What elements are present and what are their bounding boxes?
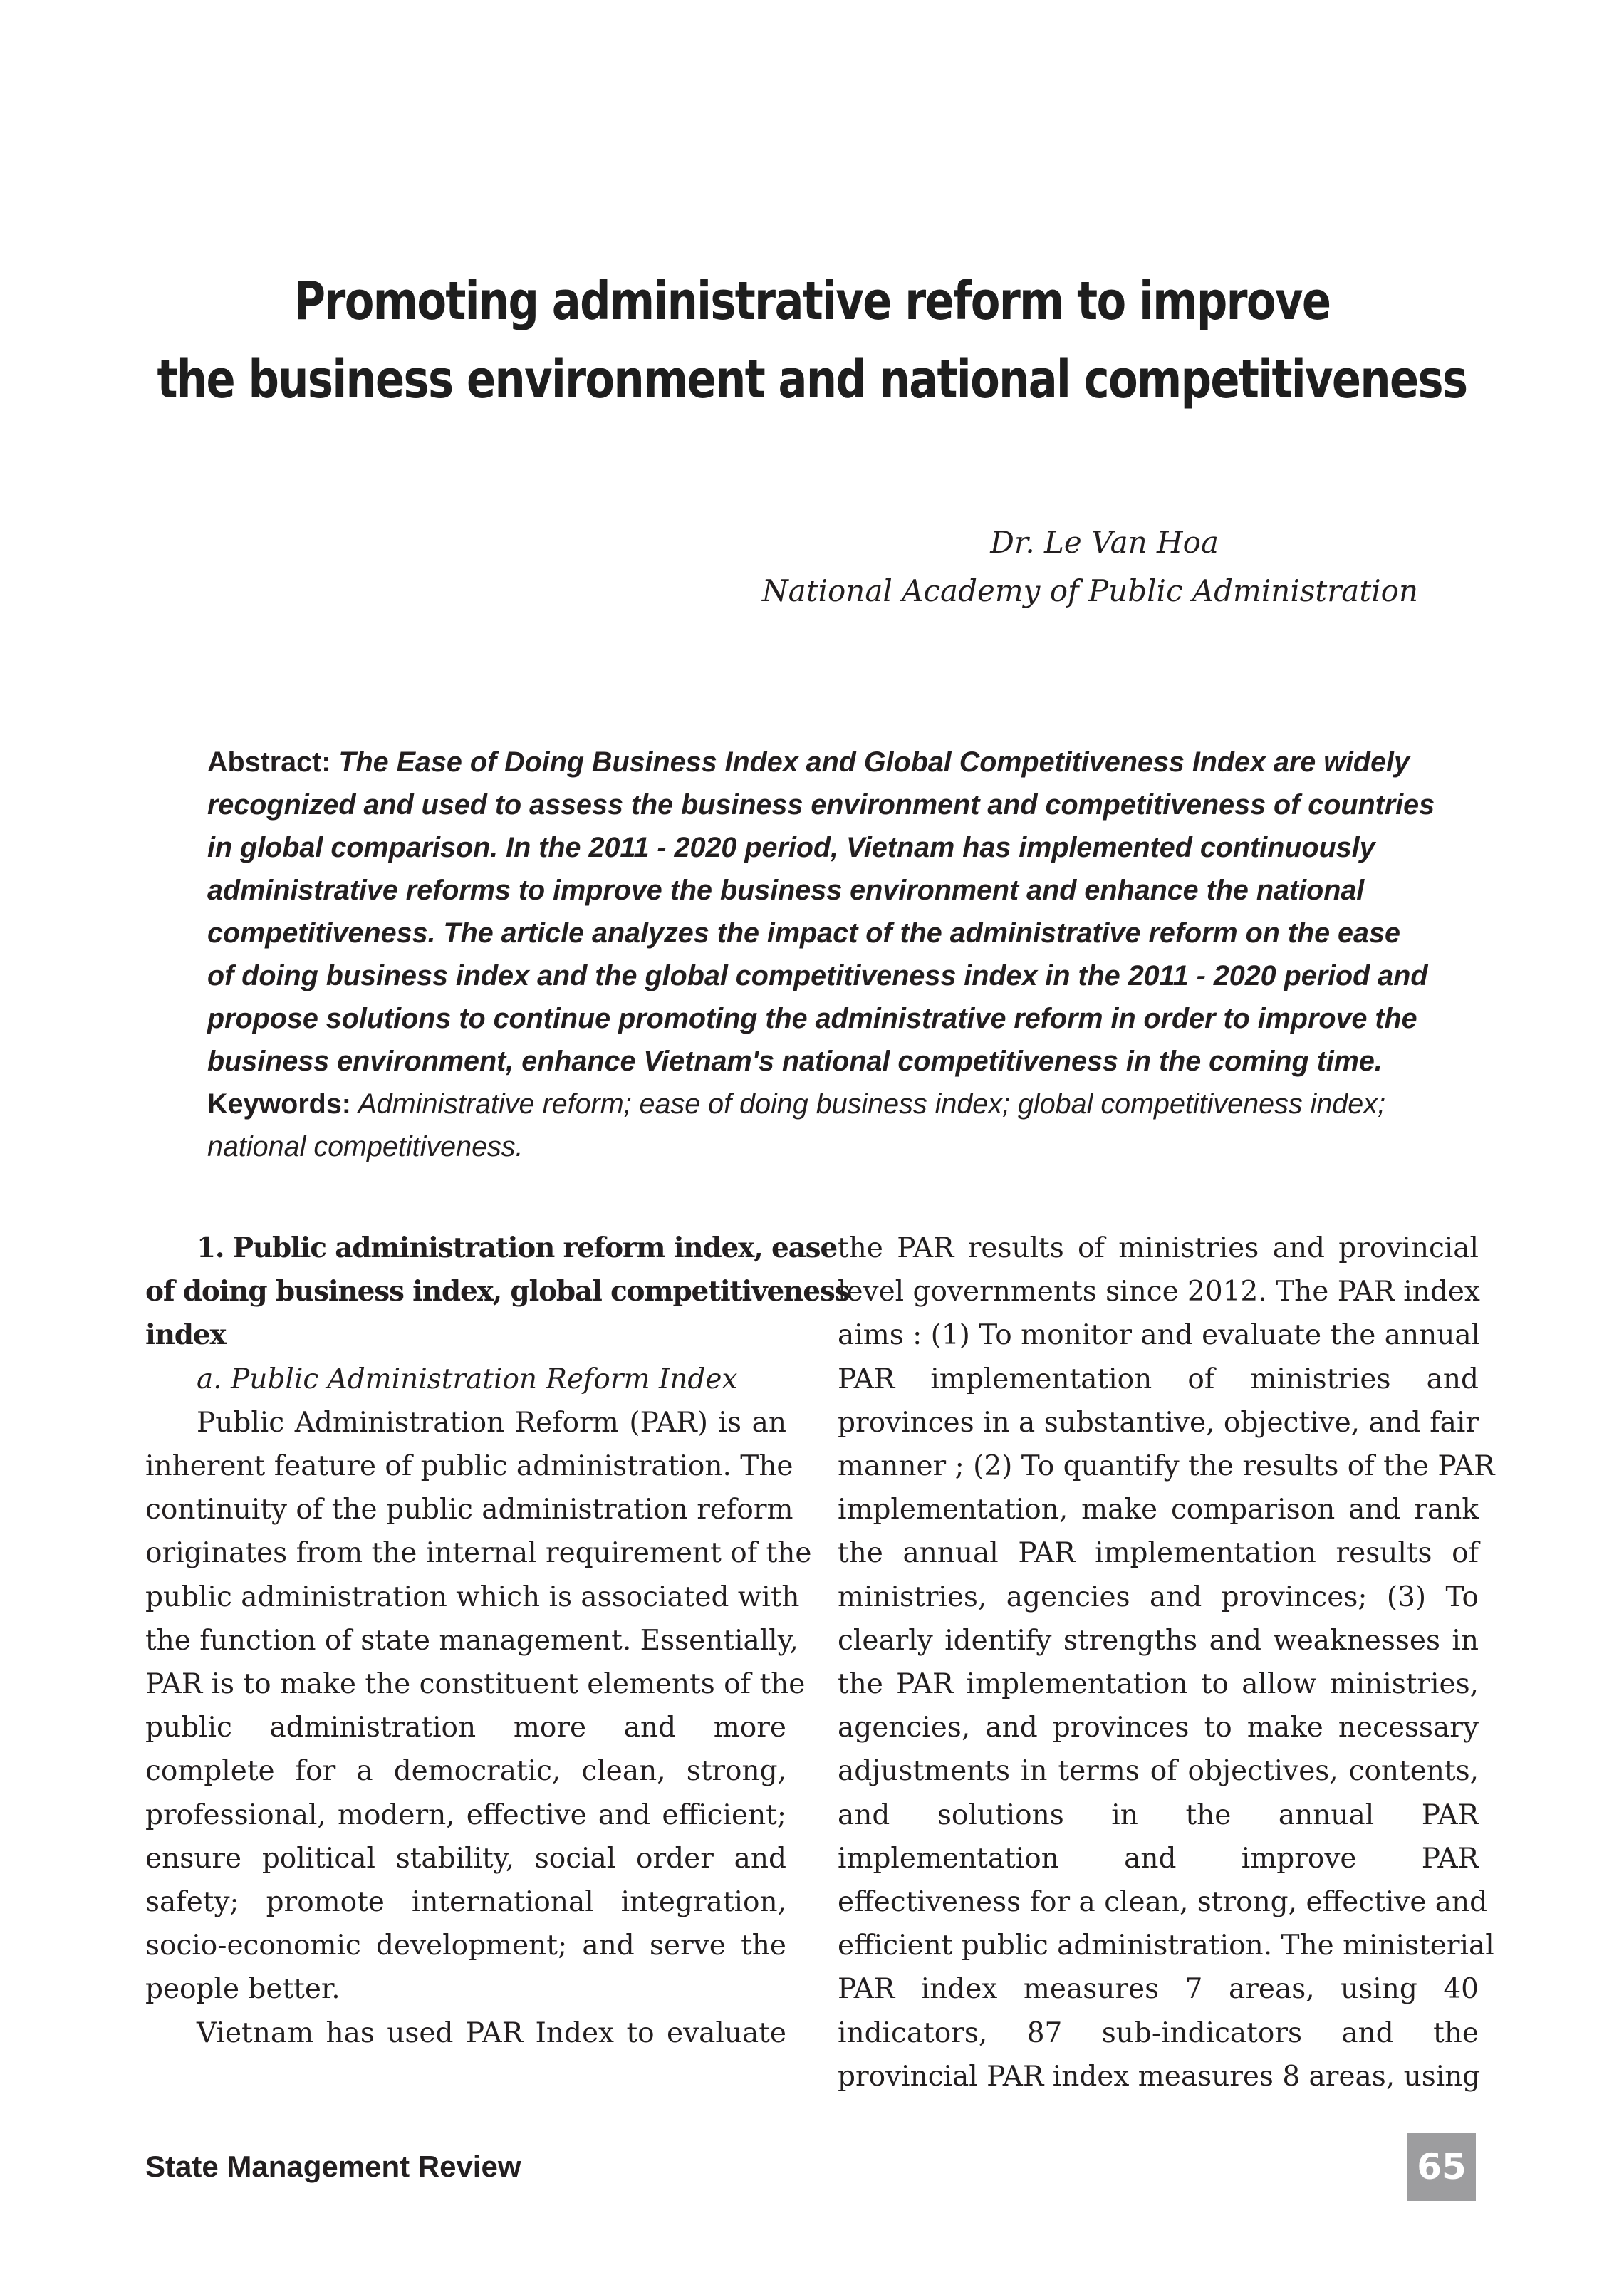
body-line: provinces in a substantive, objective, and fair xyxy=(838,1406,1479,1439)
section-heading-line: of doing business index, global competitiveness xyxy=(145,1275,850,1308)
body-line: safety; promote international integration, xyxy=(145,1886,786,1919)
body-line: PAR is to make the constituent elements of the xyxy=(145,1668,806,1701)
body-line: ministries, agencies and provinces; (3) To xyxy=(838,1581,1479,1613)
body-line: inherent feature of public administration. The xyxy=(145,1450,793,1483)
body-line: agencies, and provinces to make necessary xyxy=(838,1712,1479,1744)
section-heading-line: 1. Public administration reform index, ease xyxy=(197,1232,838,1264)
body-line: and solutions in the annual PAR xyxy=(838,1799,1479,1831)
body-line: aims : (1) To monitor and evaluate the annual xyxy=(838,1319,1481,1352)
body-line: public administration more and more xyxy=(145,1712,786,1744)
body-line: effectiveness for a clean, strong, effective and xyxy=(838,1886,1488,1919)
section-heading-line: index xyxy=(145,1318,226,1352)
page-number: 65 xyxy=(1407,2133,1476,2201)
body-line: clearly identify strengths and weaknesses in xyxy=(838,1624,1479,1657)
abstract-line: competitiveness. The article analyzes the impact of the administrative reform on the ease xyxy=(207,917,1400,949)
keywords xyxy=(207,1083,1417,1168)
right-column xyxy=(838,1227,1495,2098)
abstract-line: business environment, enhance Vietnam's national competitiveness in the coming time. xyxy=(207,1046,1383,1077)
body-line: complete for a democratic, clean, strong, xyxy=(145,1755,786,1788)
abstract-line: of doing business index and the global competitiveness index in the 2011 - 2020 period and xyxy=(207,960,1428,991)
body-line: PAR implementation of ministries and xyxy=(838,1363,1479,1395)
left-column xyxy=(145,1227,850,2055)
body-line: the PAR implementation to allow ministries, xyxy=(838,1668,1479,1701)
keywords-line: national competitiveness. xyxy=(207,1131,524,1162)
body-line: the function of state management. Essentially, xyxy=(145,1624,798,1657)
author-affiliation: National Academy of Public Administration xyxy=(761,573,1418,608)
body-line: the annual PAR implementation results of xyxy=(838,1537,1479,1570)
body-line: originates from the internal requirement of the xyxy=(145,1537,812,1570)
body-line: the PAR results of ministries and provincial xyxy=(838,1232,1479,1264)
author-name: Dr. Le Van Hoa xyxy=(990,525,1219,560)
title-line-2: the business environment and national competitiveness xyxy=(157,349,1467,410)
keywords-label: Keywords: xyxy=(207,1088,351,1120)
title-line-1: Promoting administrative reform to improve xyxy=(293,271,1331,332)
body-line: efficient public administration. The ministerial xyxy=(838,1930,1494,1962)
abstract-line: Abstract: The Ease of Doing Business Index and Global Competitiveness Index are widely xyxy=(207,746,1410,778)
body-line: provincial PAR index measures 8 areas, using xyxy=(838,2060,1481,2093)
body-line: manner ; (2) To quantify the results of the PAR xyxy=(838,1450,1495,1483)
abstract-line: recognized and used to assess the business environment and competitiveness of countries xyxy=(207,789,1435,821)
body-line: ensure political stability, social order and xyxy=(145,1842,786,1875)
body-line: socio-economic development; and serve the xyxy=(145,1930,786,1962)
author-block xyxy=(762,519,1418,615)
body-line: implementation, make comparison and rank xyxy=(838,1494,1479,1526)
body-line: continuity of the public administration reform xyxy=(145,1494,793,1526)
subsection-heading: a. Public Administration Reform Index xyxy=(197,1363,738,1395)
body-line: public administration which is associated with xyxy=(145,1581,800,1613)
body-line: Vietnam has used PAR Index to evaluate xyxy=(197,2016,786,2049)
body-line: implementation and improve PAR xyxy=(838,1842,1479,1875)
body-line: adjustments in terms of objectives, contents, xyxy=(838,1755,1479,1788)
abstract-line: propose solutions to continue promoting the administrative reform in order to improve the xyxy=(207,1003,1417,1034)
journal-name: State Management Review xyxy=(145,2150,521,2183)
body-line: professional, modern, effective and efficient; xyxy=(145,1799,786,1831)
abstract xyxy=(207,741,1435,1168)
abstract-line: administrative reforms to improve the business environment and enhance the national xyxy=(207,875,1365,906)
body-line: indicators, 87 sub-indicators and the xyxy=(838,2016,1479,2049)
abstract-line: in global comparison. In the 2011 - 2020 period, Vietnam has implemented continuously xyxy=(207,832,1375,863)
abstract-label: Abstract: xyxy=(207,746,331,778)
body-line: Public Administration Reform (PAR) is an xyxy=(197,1406,786,1439)
body-line: people better. xyxy=(145,1973,340,2006)
keywords-line: Keywords: Administrative reform; ease of doing business index; global competitiveness index; xyxy=(207,1088,1385,1120)
article-title xyxy=(146,262,1478,419)
body-line: PAR index measures 7 areas, using 40 xyxy=(838,1973,1479,2006)
body-line: level governments since 2012. The PAR index xyxy=(838,1276,1480,1308)
